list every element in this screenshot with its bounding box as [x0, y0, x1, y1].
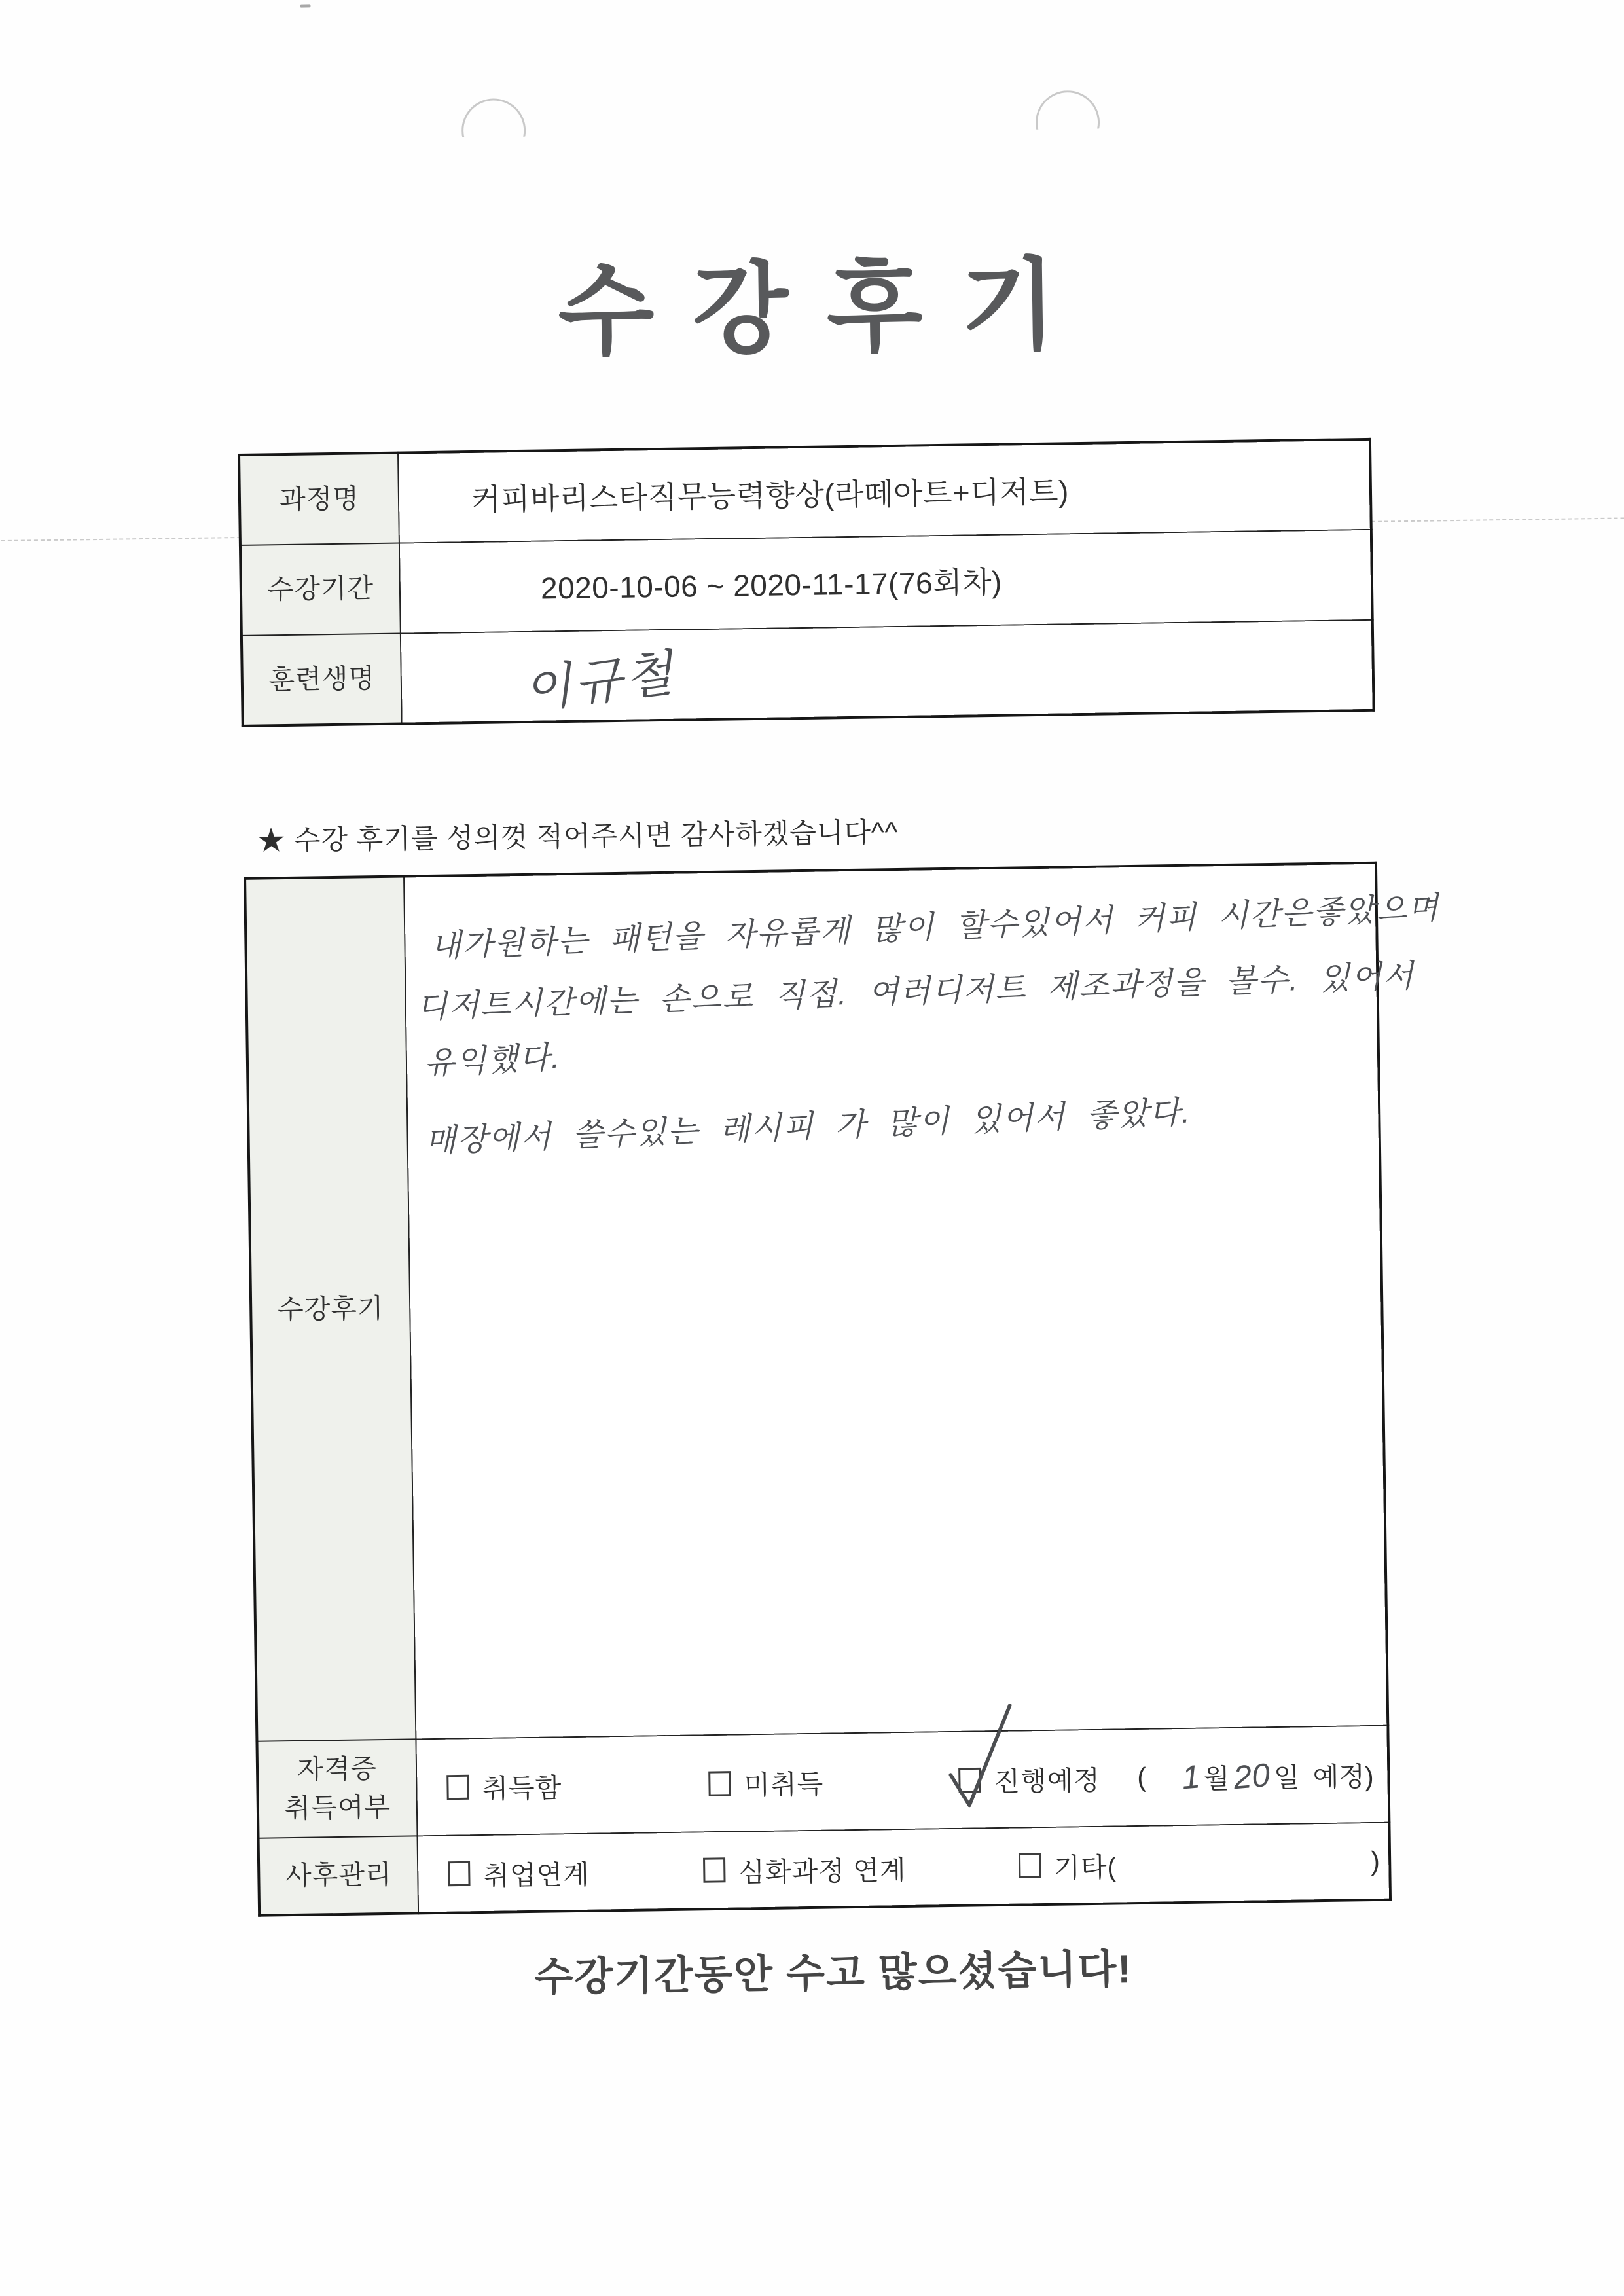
table-row — [257, 1726, 1389, 1838]
punch-hole-right-icon — [1035, 90, 1100, 155]
table-row — [240, 530, 1373, 636]
certificate-status-label — [257, 1739, 417, 1838]
checkbox-acquired — [446, 1774, 469, 1799]
review-content-cell — [404, 863, 1441, 1740]
checkbox-in-progress — [958, 1767, 981, 1792]
punch-hole-left-icon — [461, 98, 526, 163]
day-unit: 일 — [1273, 1762, 1301, 1793]
checkbox-label: 취업연계 — [483, 1859, 590, 1891]
certificate-schedule — [1137, 1755, 1374, 1796]
scan-speck — [300, 4, 310, 7]
trainee-name-label: 훈련생명 — [242, 634, 402, 726]
option-not-acquired — [708, 1762, 824, 1802]
option-job-linkage — [448, 1853, 590, 1893]
trainee-name-handwriting: 이규철 — [520, 645, 679, 719]
review-handwriting-line: 매장에서 쓸수있는 레시피 가 많이 있어서 좋았다. — [424, 1095, 1192, 1159]
course-name-value: 커피바리스타직무능력향상(라떼아트+디저트) — [398, 439, 1371, 543]
schedule-tail: 예정) — [1312, 1761, 1374, 1793]
certificate-options-cell — [416, 1726, 1389, 1836]
followup-options-cell — [418, 1823, 1391, 1914]
review-handwriting-line: 디저트시간에는 손으로 직접. 여러디저트 제조과정을 볼수. 있어서 — [416, 958, 1415, 1025]
checkbox-label: 기타( — [1053, 1851, 1117, 1883]
option-acquired — [446, 1766, 562, 1806]
checkbox-other — [1019, 1853, 1041, 1878]
open-paren: ( — [1137, 1762, 1147, 1793]
checkbox-label: 진행예정 — [994, 1765, 1101, 1797]
table-row — [242, 620, 1374, 726]
checkbox-advanced-course — [703, 1857, 726, 1882]
checkbox-label: 취득함 — [482, 1772, 562, 1804]
month-unit: 월 — [1203, 1763, 1230, 1795]
course-info-table — [238, 438, 1375, 727]
checkbox-label: 미취득 — [744, 1769, 824, 1800]
checkbox-label: 심화과정 연계 — [738, 1854, 907, 1887]
checkbox-job-linkage — [448, 1861, 471, 1886]
table-row — [245, 863, 1388, 1741]
review-table — [244, 862, 1441, 1917]
handwritten-day: 20 — [1232, 1756, 1272, 1796]
table-row — [259, 1823, 1390, 1916]
table-row — [239, 439, 1371, 545]
footer-message: 수강기간동안 수고 많으셨습니다! — [533, 1946, 1133, 1999]
handwritten-month: 1 — [1180, 1757, 1202, 1796]
page-title: 수 강 후 기 — [557, 249, 1063, 369]
followup-label: 사후관리 — [259, 1836, 419, 1915]
review-instruction-note: ★ 수강 후기를 성의껏 적어주시면 감사하겠습니다^^ — [257, 816, 899, 856]
option-advanced-course — [703, 1848, 907, 1889]
review-handwriting-line: 내가원하는 패턴을 자유롭게 많이 할수있어서 커피 시간은좋았으며 — [429, 890, 1441, 964]
course-name-label: 과정명 — [239, 453, 399, 545]
option-in-progress — [958, 1758, 1100, 1799]
course-period-label: 수강기간 — [240, 543, 401, 636]
option-other — [1019, 1845, 1117, 1885]
review-label: 수강후기 — [245, 877, 416, 1741]
course-period-value: 2020-10-06 ~ 2020-11-17(76회차) — [399, 530, 1373, 634]
trainee-name-cell — [401, 620, 1374, 724]
close-paren: ) — [1370, 1845, 1380, 1876]
review-handwriting-line: 유익했다. — [423, 1040, 562, 1082]
certificate-label-line2: 취득여부 — [284, 1791, 391, 1824]
certificate-label-line1: 자격증 — [297, 1753, 378, 1785]
checkbox-not-acquired — [708, 1771, 731, 1796]
